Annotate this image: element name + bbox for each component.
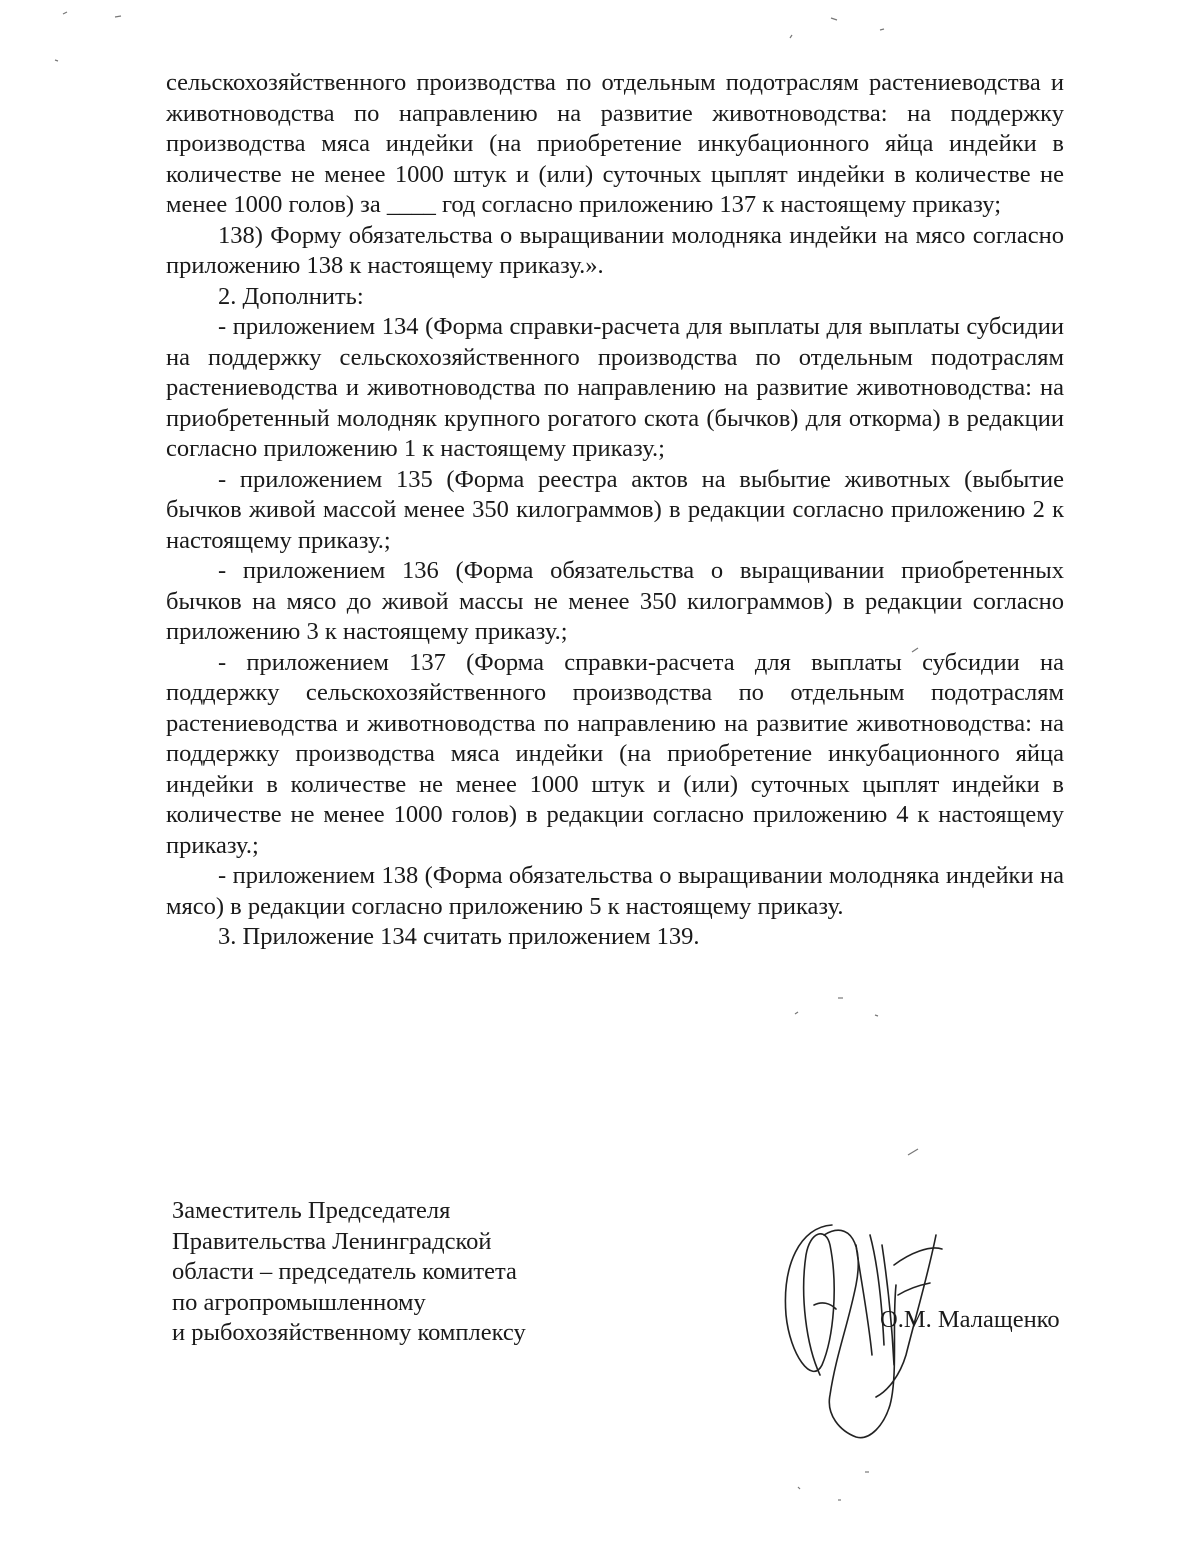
signatory-position-line: Заместитель Председателя bbox=[172, 1197, 451, 1224]
paragraph: 138) Форму обязательства о выращивании молодняка индейки на мясо согласно приложению 138 к настоящему приказу.». bbox=[166, 221, 1064, 279]
paragraph: - приложением 138 (Форма обязательства о выращивании молодняка индейки на мясо) в редакции согласно приложению 5 к настоящему приказу. bbox=[166, 862, 1064, 920]
document-body bbox=[166, 68, 1064, 953]
signatory-position-line: по агропромышленному bbox=[172, 1288, 426, 1316]
paragraph: сельскохозяйственного производства по отдельным подотраслям растениеводства и животноводства по направлению на развитие животноводства: на поддержку производства мяса индейки (на приобретение инкубационного яйца индейки в количестве не менее 1000 штук и (или) суточных цыплят индейки в количестве не менее 1000 голов) за ____ год согласно приложению 137 к настоящему приказу; bbox=[166, 69, 1064, 218]
signatory-position-line: и рыбохозяйственному комплексу bbox=[172, 1319, 526, 1346]
paragraph: - приложением 136 (Форма обязательства о выращивании приобретенных бычков на мясо до живой массы не менее 350 килограммов) в редакции согласно приложению 3 к настоящему приказу.; bbox=[166, 557, 1064, 645]
signatory-position-line: Правительства Ленинградской bbox=[172, 1227, 492, 1255]
paragraph: - приложением 135 (Форма реестра актов на выбытие животных (выбытие бычков живой массой менее 350 килограммов) в редакции согласно приложению 2 к настоящему приказу.; bbox=[166, 465, 1064, 554]
paragraph: 2. Дополнить: bbox=[218, 282, 364, 310]
signatory-position bbox=[172, 1196, 526, 1349]
paragraph: - приложением 137 (Форма справки-расчета для выплаты субсидии на поддержку сельскохозяйственного производства по отдельным подотраслям растениеводства и животноводства по направлению на развитие животноводства: на поддержку производства мяса индейки (на приобретение инкубационного яйца индейки в количестве не менее 1000 штук и (или) суточных цыплят индейки в количестве не менее 1000 голов) в редакции согласно приложению 4 к настоящему приказу.; bbox=[166, 648, 1064, 859]
signatory-name: О.М. Малащенко bbox=[880, 1306, 1060, 1333]
paragraph: - приложением 134 (Форма справки-расчета для выплаты для выплаты субсидии на поддержку сельскохозяйственного производства по отдельным подотраслям растениеводства и животноводства по направлению на развитие животноводства: на приобретенный молодняк крупного рогатого скота (бычков) для откорма) в редакции согласно приложению 1 к настоящему приказу.; bbox=[166, 313, 1064, 462]
paragraph: 3. Приложение 134 считать приложением 139. bbox=[218, 923, 700, 950]
signatory-position-line: области – председатель комитета bbox=[172, 1258, 517, 1285]
